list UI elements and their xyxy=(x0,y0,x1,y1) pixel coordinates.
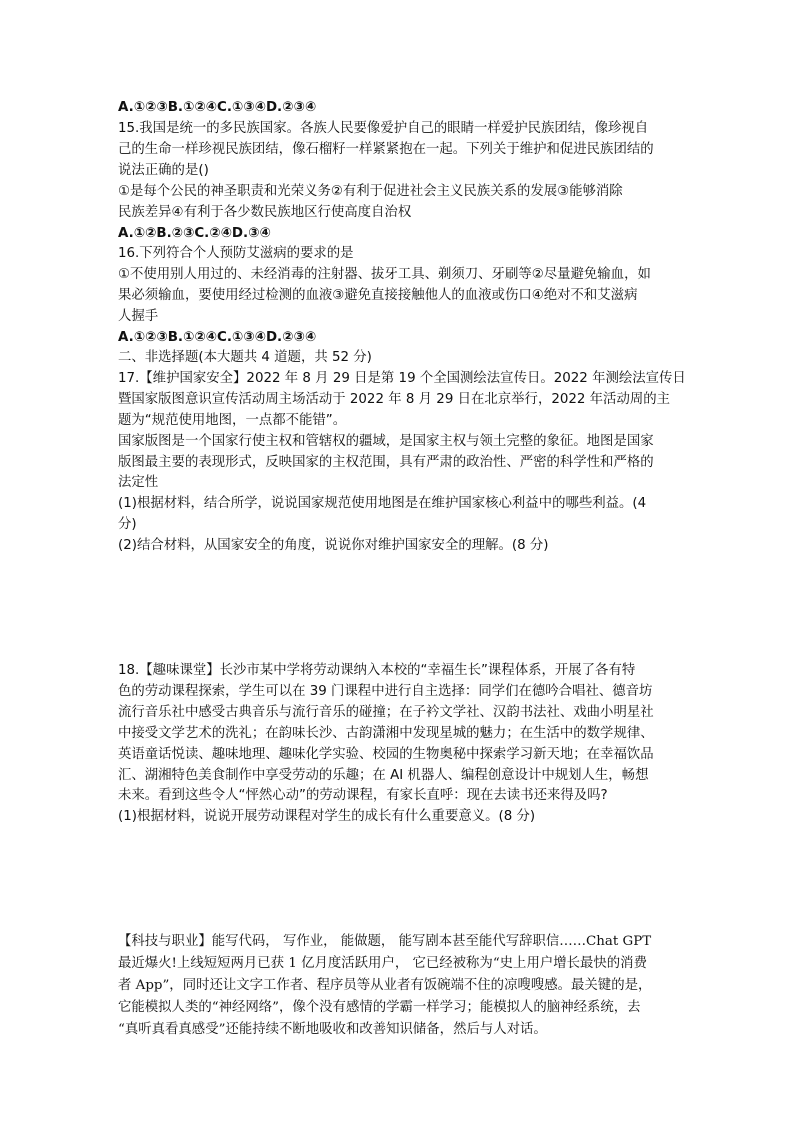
q15-options: A.①②B.②③C.②④D.③④ xyxy=(118,226,271,241)
q16-statements-line-1: ①不使用别人用过的、未经消毒的注射器、拔牙工具、剃须刀、牙刷等②尽量避免输血，如 xyxy=(118,267,651,282)
q19-material-line-5: “真听真看真感受”还能持续不断地吸收和改善知识储备，然后与人对话。 xyxy=(118,1022,547,1037)
q18-material-line-4: 中接受文学艺术的洗礼；在韵味长沙、古韵潇湘中发现星城的魅力；在生活中的数学规律、 xyxy=(118,726,654,741)
q17-subquestion-1-line-2: 分) xyxy=(118,517,137,532)
q18-material-line-5: 英语童话悦读、趣味地理、趣味化学实验、校园的生物奥秘中探索学习新天地；在幸福饮品 xyxy=(118,747,654,762)
q18-material-line-1: 18.【趣味课堂】长沙市某中学将劳动课纳入本校的“幸福生长”课程体系，开展了各有特 xyxy=(118,663,636,678)
q15-stem-line-2: 己的生命一样珍视民族团结，像石榴籽一样紧紧抱在一起。下列关于维护和促进民族团结的 xyxy=(118,142,654,157)
q18-subquestion-1: (1)根据材料，说说开展劳动课程对学生的成长有什么重要意义。(8 分) xyxy=(118,809,536,824)
q18-material-line-7: 未来。看到这些令人“怦然心动”的劳动课程，有家长直呼：现在去读书还来得及吗? xyxy=(118,788,608,803)
q16-options: A.①②③B.①②④C.①③④D.②③④ xyxy=(118,330,317,345)
q17-subquestion-1-line-1: (1)根据材料，结合所学，说说国家规范使用地图是在维护国家核心利益中的哪些利益。(4 xyxy=(118,496,647,511)
q19-material-line-3: 者 App”，同时还让文字工作者、程序员等从业者有饭碗端不住的凉嗖嗖感。最关键的是， xyxy=(118,978,652,993)
q15-statements-line-2: 民族差异④有利于各少数民族地区行使高度自治权 xyxy=(118,205,412,220)
q19-material-line-1: 【科技与职业】能写代码， 写作业， 能做题， 能写剧本甚至能代写辞职信……Chat GPT xyxy=(118,934,652,949)
q15-statements-line-1: ①是每个公民的神圣职责和光荣义务②有利于促进社会主义民族关系的发展③能够消除 xyxy=(118,184,623,199)
q16-stem: 16.下列符合个人预防艾滋病的要求的是 xyxy=(118,246,354,261)
q15-stem-line-1: 15.我国是统一的多民族国家。各族人民要像爱护自己的眼睛一样爱护民族团结，像珍视自 xyxy=(118,121,649,136)
q16-statements-line-3: 人握手 xyxy=(118,309,159,324)
q17-material-line-6: 法定性 xyxy=(118,475,159,490)
q17-material-line-2: 暨国家版图意识宣传活动周主场活动于 2022 年 8 月 29 日在北京举行，2022 年活动周的主 xyxy=(118,392,671,407)
q16-statements-line-2: 果必须输血，要使用经过检测的血液③避免直接接触他人的血液或伤口④绝对不和艾滋病 xyxy=(118,288,638,303)
q18-material-line-6: 汇、湖湘特色美食制作中享受劳动的乐趣；在 AI 机器人、编程创意设计中规划人生，畅想 xyxy=(118,768,649,783)
q17-material-line-4: 国家版图是一个国家行使主权和管辖权的疆域，是国家主权与领土完整的象征。地图是国家 xyxy=(118,434,654,449)
q18-material-line-3: 流行音乐社中感受古典音乐与流行音乐的碰撞；在子衿文学社、汉韵书法社、戏曲小明星社 xyxy=(118,705,654,720)
q19-material-line-4: 它能模拟人类的“神经网络”，像个没有感情的学霸一样学习；能模拟人的脑神经系统，去 xyxy=(118,1000,641,1015)
q15-stem-line-3: 说法正确的是() xyxy=(118,163,209,178)
q19-material-line-2: 最近爆火!上线短短两月已获 1 亿月度活跃用户， 它已经被称为“史上用户增长最快的消费 xyxy=(118,956,647,971)
q17-material-line-1: 17.【维护国家安全】2022 年 8 月 29 日是第 19 个全国测绘法宣传日。2022 年测绘法宣传日 xyxy=(118,371,686,386)
q14-options: A.①②③B.①②④C.①③④D.②③④ xyxy=(118,100,317,115)
q18-material-line-2: 色的劳动课程探索，学生可以在 39 门课程中进行自主选择：同学们在德吟合唱社、德音坊 xyxy=(118,684,653,699)
section-heading: 二、非选择题(本大题共 4 道题，共 52 分) xyxy=(118,350,372,365)
q17-material-line-5: 版图最主要的表现形式，反映国家的主权范围，具有严肃的政治性、严密的科学性和严格的 xyxy=(118,455,654,470)
q17-material-line-3: 题为“规范使用地图，一点都不能错”。 xyxy=(118,413,347,428)
q17-subquestion-2: (2)结合材料，从国家安全的角度，说说你对维护国家安全的理解。(8 分) xyxy=(118,538,549,553)
